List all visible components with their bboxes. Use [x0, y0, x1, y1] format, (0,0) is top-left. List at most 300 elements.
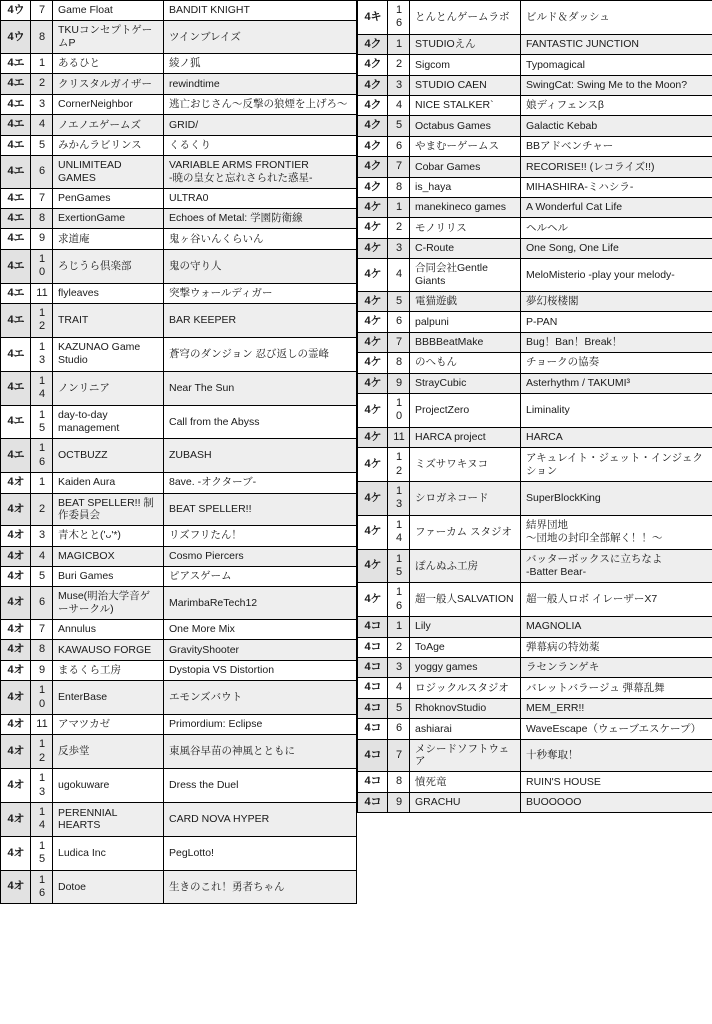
cell-booth-number: 10 — [31, 249, 53, 283]
cell-circle-name: HARCA project — [410, 427, 521, 447]
cell-circle-name: manekineco games — [410, 198, 521, 218]
cell-block-code: 4ク — [358, 157, 388, 177]
cell-circle-name: アマツカゼ — [53, 714, 164, 734]
cell-circle-name: CornerNeighbor — [53, 94, 164, 114]
cell-game-title: P-PAN — [521, 312, 712, 332]
table-row — [358, 393, 712, 427]
cell-game-title: ZUBASH — [164, 439, 357, 473]
cell-block-code: 4コ — [358, 772, 388, 792]
cell-booth-number: 4 — [388, 678, 410, 698]
table-row — [358, 772, 712, 792]
cell-booth-number: 3 — [31, 94, 53, 114]
table-row — [1, 337, 357, 371]
cell-booth-number: 15 — [31, 836, 53, 870]
cell-circle-name: StrayCubic — [410, 373, 521, 393]
cell-booth-number: 13 — [31, 769, 53, 803]
cell-block-code: 4ケ — [358, 549, 388, 583]
table-row — [358, 549, 712, 583]
cell-circle-name: 憤死竜 — [410, 772, 521, 792]
cell-block-code: 4オ — [1, 681, 31, 715]
cell-block-code: 4オ — [1, 587, 31, 620]
cell-circle-name: モノリリス — [410, 218, 521, 238]
table-row — [1, 473, 357, 493]
cell-booth-number: 9 — [388, 792, 410, 812]
cell-block-code: 4コ — [358, 719, 388, 739]
table-row — [358, 332, 712, 352]
cell-booth-number: 5 — [388, 291, 410, 311]
cell-circle-name: Game Float — [53, 1, 164, 21]
cell-game-title: BBアドベンチャー — [521, 136, 712, 156]
cell-game-title: BANDIT KNIGHT — [164, 1, 357, 21]
cell-game-title: 生きのこれ！勇者ちゃん — [164, 870, 357, 904]
cell-booth-number: 5 — [31, 135, 53, 155]
cell-circle-name: BEAT SPELLER!! 制作委員会 — [53, 493, 164, 526]
cell-block-code: 4コ — [358, 698, 388, 718]
cell-booth-number: 8 — [31, 209, 53, 229]
table-row — [358, 96, 712, 116]
table-row — [1, 371, 357, 405]
cell-block-code: 4コ — [358, 739, 388, 772]
cell-booth-number: 9 — [31, 660, 53, 680]
cell-block-code: 4ケ — [358, 198, 388, 218]
cell-game-title: リズフリたん！ — [164, 526, 357, 546]
cell-booth-number: 2 — [31, 74, 53, 94]
cell-booth-number: 4 — [31, 546, 53, 566]
cell-block-code: 4エ — [1, 135, 31, 155]
cell-block-code: 4オ — [1, 546, 31, 566]
cell-circle-name: ろじうら倶楽部 — [53, 249, 164, 283]
cell-circle-name: ProjectZero — [410, 393, 521, 427]
cell-block-code: 4コ — [358, 678, 388, 698]
cell-block-code: 4ケ — [358, 312, 388, 332]
cell-block-code: 4オ — [1, 619, 31, 639]
table-row — [358, 658, 712, 678]
table-row — [1, 135, 357, 155]
cell-game-title: RECORISE!! (レコライズ!!) — [521, 157, 712, 177]
cell-circle-name: Annulus — [53, 619, 164, 639]
cell-circle-name: 超一般人SALVATION — [410, 583, 521, 617]
table-row — [1, 714, 357, 734]
cell-circle-name: KAWAUSO FORGE — [53, 640, 164, 660]
cell-game-title: Cosmo Piercers — [164, 546, 357, 566]
cell-booth-number: 13 — [31, 337, 53, 371]
cell-booth-number: 7 — [31, 619, 53, 639]
cell-circle-name: Dotoe — [53, 870, 164, 904]
cell-booth-number: 12 — [31, 735, 53, 769]
table-row — [358, 427, 712, 447]
cell-block-code: 4エ — [1, 304, 31, 338]
cell-booth-number: 6 — [388, 719, 410, 739]
cell-block-code: 4エ — [1, 188, 31, 208]
cell-booth-number: 8 — [31, 640, 53, 660]
cell-game-title: 夢幻桜楼閣 — [521, 291, 712, 311]
cell-booth-number: 7 — [31, 1, 53, 21]
cell-booth-number: 1 — [388, 617, 410, 637]
cell-booth-number: 8 — [388, 353, 410, 373]
cell-booth-number: 5 — [31, 566, 53, 586]
cell-circle-name: GRACHU — [410, 792, 521, 812]
cell-circle-name: ashiarai — [410, 719, 521, 739]
cell-booth-number: 13 — [388, 481, 410, 515]
cell-circle-name: クリスタルガイザー — [53, 74, 164, 94]
cell-game-title: 逃亡おじさん〜反撃の狼煙を上げろ〜 — [164, 94, 357, 114]
cell-block-code: 4エ — [1, 54, 31, 74]
cell-circle-name: 青木とと('ᴗ'*) — [53, 526, 164, 546]
cell-block-code: 4ク — [358, 136, 388, 156]
cell-game-title: ビルド＆ダッシュ — [521, 1, 712, 35]
cell-game-title: RUIN'S HOUSE — [521, 772, 712, 792]
cell-game-title: ヘルヘル — [521, 218, 712, 238]
cell-circle-name: TKUコンセプトゲームP — [53, 21, 164, 54]
table-row — [1, 21, 357, 54]
cell-block-code: 4ケ — [358, 427, 388, 447]
table-row — [358, 448, 712, 482]
cell-game-title: FANTASTIC JUNCTION — [521, 34, 712, 54]
cell-block-code: 4ケ — [358, 448, 388, 482]
cell-block-code: 4コ — [358, 617, 388, 637]
cell-block-code: 4コ — [358, 792, 388, 812]
cell-game-title: 結界団地 〜団地の封印全部解く！！〜 — [521, 515, 712, 549]
cell-circle-name: ミズサワキヌコ — [410, 448, 521, 482]
table-row — [358, 617, 712, 637]
table-row — [358, 198, 712, 218]
cell-booth-number: 12 — [388, 448, 410, 482]
table-row — [1, 803, 357, 837]
table-row — [1, 587, 357, 620]
cell-block-code: 4エ — [1, 156, 31, 189]
cell-booth-number: 14 — [31, 371, 53, 405]
cell-game-title: 突撃ウォールディガー — [164, 283, 357, 303]
cell-booth-number: 6 — [31, 587, 53, 620]
cell-booth-number: 3 — [388, 75, 410, 95]
cell-game-title: 鬼の守り人 — [164, 249, 357, 283]
cell-game-title: MarimbaReTech12 — [164, 587, 357, 620]
table-row — [1, 566, 357, 586]
cell-circle-name: あるひと — [53, 54, 164, 74]
cell-circle-name: day-to-day management — [53, 405, 164, 439]
table-row — [1, 660, 357, 680]
cell-game-title: SuperBlockKing — [521, 481, 712, 515]
table-row — [1, 54, 357, 74]
cell-game-title: MIHASHIRA-ミハシラ- — [521, 177, 712, 197]
cell-circle-name: BBBBeatMake — [410, 332, 521, 352]
cell-game-title: One Song, One Life — [521, 238, 712, 258]
table-row — [358, 637, 712, 657]
cell-block-code: 4ケ — [358, 583, 388, 617]
table-row — [358, 353, 712, 373]
table-row — [358, 583, 712, 617]
cell-booth-number: 1 — [31, 473, 53, 493]
right-table — [357, 0, 712, 813]
cell-circle-name: 電猫遊戯 — [410, 291, 521, 311]
cell-circle-name: ロジックルスタジオ — [410, 678, 521, 698]
table-row — [358, 739, 712, 772]
cell-booth-number: 12 — [31, 304, 53, 338]
cell-game-title: バレットバラージュ 弾幕乱舞 — [521, 678, 712, 698]
cell-booth-number: 4 — [388, 96, 410, 116]
cell-block-code: 4エ — [1, 371, 31, 405]
cell-block-code: 4ケ — [358, 218, 388, 238]
cell-circle-name: ugokuware — [53, 769, 164, 803]
cell-booth-number: 6 — [31, 156, 53, 189]
cell-booth-number: 15 — [31, 405, 53, 439]
cell-game-title: SwingCat: Swing Me to the Moon? — [521, 75, 712, 95]
table-row — [1, 493, 357, 526]
cell-booth-number: 11 — [388, 427, 410, 447]
cell-game-title: PegLotto! — [164, 836, 357, 870]
cell-block-code: 4エ — [1, 94, 31, 114]
table-row — [1, 229, 357, 249]
cell-booth-number: 16 — [388, 1, 410, 35]
table-row — [358, 291, 712, 311]
cell-booth-number: 7 — [388, 739, 410, 772]
cell-game-title: バッターボックスに立ちなよ -Batter Bear- — [521, 549, 712, 583]
cell-booth-number: 14 — [388, 515, 410, 549]
cell-block-code: 4オ — [1, 735, 31, 769]
table-row — [358, 678, 712, 698]
cell-circle-name: ノンリニア — [53, 371, 164, 405]
cell-game-title: One More Mix — [164, 619, 357, 639]
cell-game-title: Asterhythm / TAKUMI³ — [521, 373, 712, 393]
cell-block-code: 4キ — [358, 1, 388, 35]
table-row — [358, 55, 712, 75]
cell-booth-number: 6 — [388, 136, 410, 156]
cell-booth-number: 2 — [388, 218, 410, 238]
cell-block-code: 4ケ — [358, 259, 388, 292]
cell-circle-name: みかんラビリンス — [53, 135, 164, 155]
cell-booth-number: 8 — [31, 21, 53, 54]
cell-block-code: 4エ — [1, 74, 31, 94]
cell-block-code: 4エ — [1, 229, 31, 249]
table-row — [1, 681, 357, 715]
cell-circle-name: STUDIOえん — [410, 34, 521, 54]
table-row — [1, 836, 357, 870]
cell-block-code: 4ケ — [358, 353, 388, 373]
cell-block-code: 4ク — [358, 34, 388, 54]
cell-block-code: 4エ — [1, 209, 31, 229]
cell-game-title: HARCA — [521, 427, 712, 447]
cell-circle-name: ぽんぬふ工房 — [410, 549, 521, 583]
table-row — [1, 735, 357, 769]
left-table-body — [1, 1, 357, 904]
table-row — [358, 116, 712, 136]
cell-circle-name: Muse(明治大学音ゲーサークル) — [53, 587, 164, 620]
cell-block-code: 4ケ — [358, 373, 388, 393]
cell-circle-name: UNLIMITEAD GAMES — [53, 156, 164, 189]
cell-booth-number: 1 — [31, 54, 53, 74]
cell-circle-name: RhoknovStudio — [410, 698, 521, 718]
table-row — [1, 283, 357, 303]
cell-booth-number: 11 — [31, 283, 53, 303]
cell-block-code: 4オ — [1, 803, 31, 837]
cell-circle-name: Octabus Games — [410, 116, 521, 136]
cell-block-code: 4オ — [1, 660, 31, 680]
cell-game-title: ツインブレイズ — [164, 21, 357, 54]
table-row — [1, 769, 357, 803]
cell-circle-name: MAGICBOX — [53, 546, 164, 566]
cell-game-title: WaveEscape（ウェーブエスケープ） — [521, 719, 712, 739]
table-row — [1, 405, 357, 439]
cell-game-title: BAR KEEPER — [164, 304, 357, 338]
cell-block-code: 4コ — [358, 658, 388, 678]
cell-game-title: 超一般人ロボ イレーザーX7 — [521, 583, 712, 617]
cell-circle-name: Cobar Games — [410, 157, 521, 177]
cell-circle-name: Sigcom — [410, 55, 521, 75]
table-row — [358, 75, 712, 95]
cell-block-code: 4ケ — [358, 291, 388, 311]
cell-block-code: 4ク — [358, 75, 388, 95]
table-row — [358, 157, 712, 177]
cell-game-title: BUOOOOO — [521, 792, 712, 812]
table-row — [1, 94, 357, 114]
cell-booth-number: 1 — [388, 34, 410, 54]
cell-game-title: MEM_ERR!! — [521, 698, 712, 718]
cell-booth-number: 3 — [388, 658, 410, 678]
cell-circle-name: STUDIO CAEN — [410, 75, 521, 95]
table-row — [358, 238, 712, 258]
cell-circle-name: Lily — [410, 617, 521, 637]
table-row — [358, 719, 712, 739]
cell-circle-name: メシードソフトウェア — [410, 739, 521, 772]
cell-game-title: A Wonderful Cat Life — [521, 198, 712, 218]
cell-block-code: 4エ — [1, 405, 31, 439]
cell-block-code: 4エ — [1, 115, 31, 135]
cell-block-code: 4オ — [1, 836, 31, 870]
cell-block-code: 4エ — [1, 249, 31, 283]
cell-booth-number: 3 — [31, 526, 53, 546]
cell-circle-name: C-Route — [410, 238, 521, 258]
cell-game-title: Liminality — [521, 393, 712, 427]
cell-circle-name: EnterBase — [53, 681, 164, 715]
cell-booth-number: 9 — [31, 229, 53, 249]
cell-block-code: 4エ — [1, 439, 31, 473]
cell-booth-number: 10 — [388, 393, 410, 427]
cell-block-code: 4ケ — [358, 515, 388, 549]
cell-game-title: Bug！Ban！Break！ — [521, 332, 712, 352]
cell-booth-number: 2 — [388, 55, 410, 75]
cell-booth-number: 7 — [388, 157, 410, 177]
cell-booth-number: 2 — [31, 493, 53, 526]
cell-game-title: GravityShooter — [164, 640, 357, 660]
cell-game-title: チョークの協奏 — [521, 353, 712, 373]
cell-booth-number: 1 — [388, 198, 410, 218]
cell-booth-number: 15 — [388, 549, 410, 583]
cell-block-code: 4オ — [1, 566, 31, 586]
cell-game-title: Galactic Kebab — [521, 116, 712, 136]
cell-booth-number: 7 — [388, 332, 410, 352]
cell-block-code: 4オ — [1, 769, 31, 803]
cell-circle-name: NICE STALKER` — [410, 96, 521, 116]
cell-block-code: 4エ — [1, 283, 31, 303]
cell-circle-name: やまむーゲームス — [410, 136, 521, 156]
table-row — [358, 481, 712, 515]
cell-game-title: rewindtime — [164, 74, 357, 94]
cell-circle-name: TRAIT — [53, 304, 164, 338]
cell-game-title: BEAT SPELLER!! — [164, 493, 357, 526]
table-row — [1, 156, 357, 189]
cell-booth-number: 16 — [31, 870, 53, 904]
table-row — [1, 115, 357, 135]
cell-booth-number: 16 — [388, 583, 410, 617]
cell-booth-number: 4 — [388, 259, 410, 292]
cell-block-code: 4オ — [1, 526, 31, 546]
cell-block-code: 4ク — [358, 96, 388, 116]
cell-booth-number: 11 — [31, 714, 53, 734]
table-row — [1, 619, 357, 639]
cell-game-title: Call from the Abyss — [164, 405, 357, 439]
cell-block-code: 4ウ — [1, 1, 31, 21]
cell-block-code: 4オ — [1, 714, 31, 734]
cell-game-title: 8ave. -オクターブ- — [164, 473, 357, 493]
right-table-body — [358, 1, 712, 813]
cell-booth-number: 2 — [388, 637, 410, 657]
cell-game-title: CARD NOVA HYPER — [164, 803, 357, 837]
table-row — [358, 136, 712, 156]
cell-game-title: MAGNOLIA — [521, 617, 712, 637]
table-row — [358, 698, 712, 718]
table-row — [1, 546, 357, 566]
cell-circle-name: 求道庵 — [53, 229, 164, 249]
cell-circle-name: ExertionGame — [53, 209, 164, 229]
cell-circle-name: is_haya — [410, 177, 521, 197]
cell-circle-name: yoggy games — [410, 658, 521, 678]
cell-circle-name: ノエノエゲームズ — [53, 115, 164, 135]
cell-circle-name: のへもん — [410, 353, 521, 373]
cell-circle-name: Buri Games — [53, 566, 164, 586]
cell-circle-name: palpuni — [410, 312, 521, 332]
cell-game-title: ラセンランゲキ — [521, 658, 712, 678]
cell-booth-number: 9 — [388, 373, 410, 393]
table-row — [358, 515, 712, 549]
cell-circle-name: ToAge — [410, 637, 521, 657]
table-row — [358, 1, 712, 35]
cell-game-title: ULTRA0 — [164, 188, 357, 208]
cell-circle-name: OCTBUZZ — [53, 439, 164, 473]
cell-game-title: Primordium: Eclipse — [164, 714, 357, 734]
cell-circle-name: シロガネコード — [410, 481, 521, 515]
cell-block-code: 4ケ — [358, 238, 388, 258]
table-row — [1, 640, 357, 660]
cell-game-title: Typomagical — [521, 55, 712, 75]
cell-game-title: MeloMisterio -play your melody- — [521, 259, 712, 292]
table-row — [358, 312, 712, 332]
cell-circle-name: PenGames — [53, 188, 164, 208]
cell-booth-number: 7 — [31, 188, 53, 208]
cell-block-code: 4オ — [1, 870, 31, 904]
cell-block-code: 4エ — [1, 337, 31, 371]
cell-booth-number: 4 — [31, 115, 53, 135]
cell-booth-number: 10 — [31, 681, 53, 715]
cell-block-code: 4ケ — [358, 393, 388, 427]
cell-circle-name: 合同会社Gentle Giants — [410, 259, 521, 292]
cell-booth-number: 6 — [388, 312, 410, 332]
cell-game-title: ピアスゲーム — [164, 566, 357, 586]
cell-booth-number: 5 — [388, 698, 410, 718]
cell-game-title: 鬼ヶ谷いんくらいん — [164, 229, 357, 249]
cell-game-title: Dystopia VS Distortion — [164, 660, 357, 680]
table-row — [1, 526, 357, 546]
cell-circle-name: Kaiden Aura — [53, 473, 164, 493]
cell-game-title: 娘ディフェンスβ — [521, 96, 712, 116]
cell-circle-name: flyleaves — [53, 283, 164, 303]
cell-block-code: 4オ — [1, 640, 31, 660]
cell-game-title: GRID/ — [164, 115, 357, 135]
cell-booth-number: 3 — [388, 238, 410, 258]
cell-game-title: 十秒奪取！ — [521, 739, 712, 772]
cell-circle-name: KAZUNAO Game Studio — [53, 337, 164, 371]
cell-game-title: 東風谷早苗の神風とともに — [164, 735, 357, 769]
table-row — [1, 249, 357, 283]
